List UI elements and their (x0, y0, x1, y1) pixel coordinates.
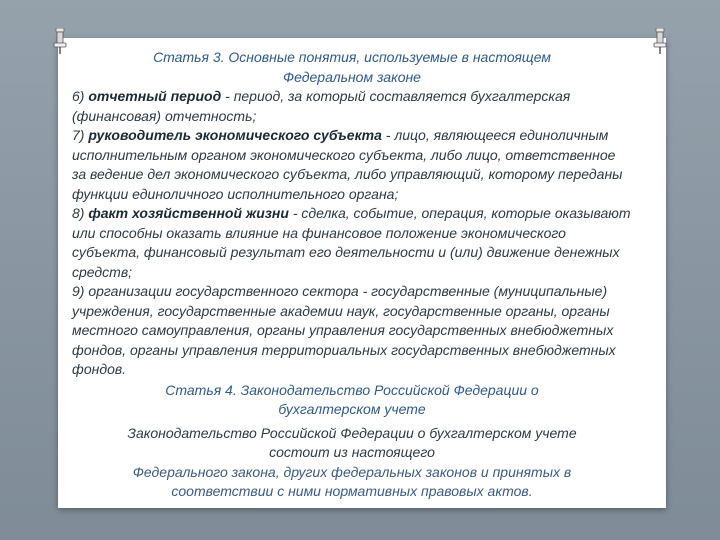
pushpin-icon (52, 28, 68, 54)
item-number: 9) (72, 283, 85, 299)
article-4-body-line1: Законодательство Российской Федерации о бухгалтерском учете (127, 424, 577, 441)
item-number: 7) (72, 127, 85, 143)
article-3-heading-line1: Статья 3. Основные понятия, используемые в настоящем (153, 49, 551, 65)
definition-text: - лицо, являющееся единоличным исполнительным органом экономического субъекта, либо лицо, ответственное за ведение дел экономического субъекта, либо управляющий, которому переданы функции единоличного исполнительного органа; (72, 127, 623, 202)
defined-term: отчетный период (88, 88, 222, 104)
article-4-body-line3: Федерального закона, других федеральных законов и принятых в (132, 463, 572, 480)
definition-text: - период, за который составляется бухгалтерская (финансовая) отчетность; (72, 88, 571, 124)
definition-item-8 (72, 204, 632, 282)
article-4-heading (72, 381, 632, 420)
definition-text: организации государственного сектора - государственные (муниципальные) учреждения, государственные академии наук, государственные органы, органы местного самоуправления, органы управления государственных внебюджетных фондов, органы управления территориальных государственных внебюджетных фондов. (72, 283, 616, 377)
pushpin-icon (652, 28, 668, 54)
article-4-heading-line2: бухгалтерском учете (278, 401, 426, 417)
definition-item-6 (72, 87, 632, 126)
item-number: 6) (72, 88, 85, 104)
article-4-body (72, 424, 632, 502)
definition-item-9 (72, 282, 632, 380)
item-number: 8) (72, 205, 85, 221)
defined-term: факт хозяйственной жизни (88, 205, 289, 221)
definition-item-7 (72, 126, 632, 204)
article-4-body-line2: состоит из настоящего (269, 444, 435, 460)
article-4-body-line4: соответствии с ними нормативных правовых актов. (171, 483, 533, 499)
document-body (72, 48, 632, 502)
article-3-heading (72, 48, 632, 87)
definition-text: - сделка, событие, операция, которые оказывают или способны оказать влияние на финансовое положение экономического субъекта, финансовый результат его деятельности и (или) движение денежных средств; (72, 205, 631, 280)
defined-term: руководитель экономического субъекта (88, 127, 382, 143)
article-3-heading-line2: Федеральном законе (283, 68, 421, 85)
article-4-heading-line1: Статья 4. Законодательство Российской Федерации о (165, 381, 539, 398)
